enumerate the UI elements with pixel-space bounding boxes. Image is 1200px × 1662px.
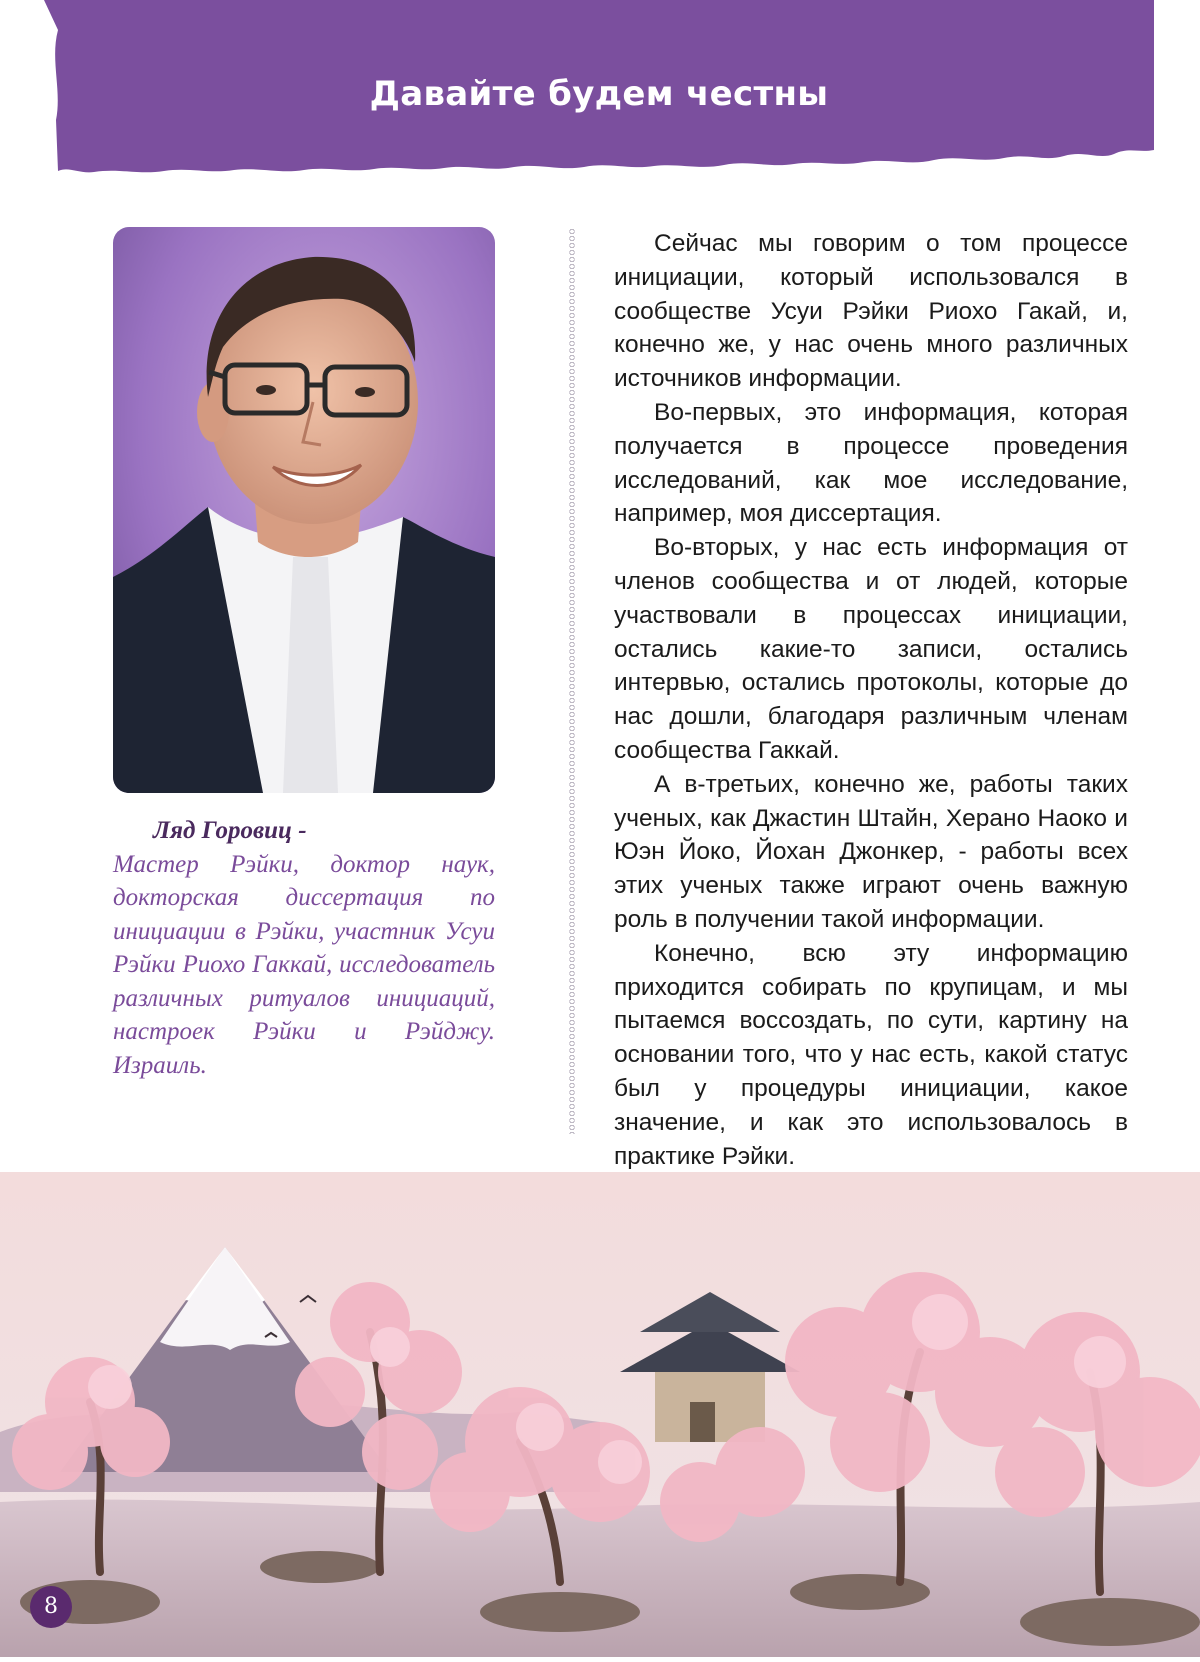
paragraph: Во-первых, это информация, которая получается в процессе проведения исследований, как мое исследование, например, моя диссертация. <box>614 398 1128 528</box>
paragraph: Сейчас мы говорим о том процессе инициации, который использовался в сообществе Усуи Рэйки Риохо Гакай, и, конечно же, у нас очень много различных источников информации. <box>614 230 1128 393</box>
author-name: Ляд Горовиц - <box>153 817 307 844</box>
header-banner <box>44 0 1154 185</box>
sakura-landscape-icon <box>0 1172 1200 1657</box>
page-number: 8 <box>30 1586 72 1628</box>
paragraph: А в-третьих, конечно же, работы таких ученых, как Джастин Штайн, Херано Наоко и Юэн Йоко, Йохан Джонкер, - работы всех этих ученых также играют очень важную роль в получении такой информации. <box>614 770 1128 933</box>
paragraph: Во-вторых, у нас есть информация от членов сообщества и от людей, которые участвовали в процессах инициации, остались какие-то записи, остались интервью, остались протоколы, которые до нас дошли, благодаря различным членам сообщества Гаккай. <box>614 534 1128 764</box>
portrait-caption <box>113 814 495 1082</box>
paragraph: Конечно, всю эту информацию приходится собирать по крупицам, и мы пытаемся воссоздать, по сути, картину на основании того, что у нас есть, какой статус был у процедуры инициации, какое значение, и как это использовалось в практике Рэйки. <box>614 939 1128 1170</box>
dotted-divider <box>568 228 576 1134</box>
page-title: Давайте будем честны <box>369 74 829 114</box>
portrait-photo-icon <box>113 227 495 793</box>
article-body <box>614 227 1128 1173</box>
author-description: Мастер Рэйки, доктор наук, докторская диссертация по инициации в Рэйки, участник Усуи Рэйки Риохо Гаккай, исследователь различных ритуалов инициаций, настроек Рэйки и Рэйджу. Израиль. <box>113 850 495 1079</box>
